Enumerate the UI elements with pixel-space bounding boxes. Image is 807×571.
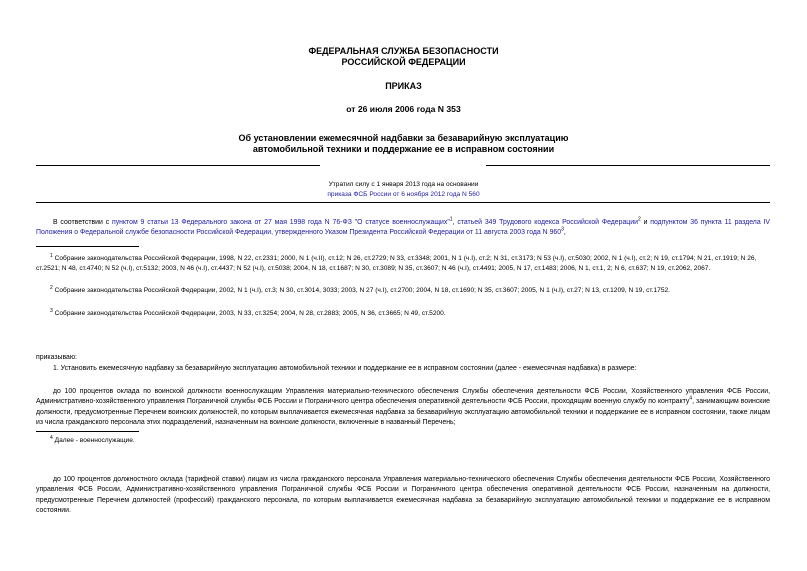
footnote-text-3: Собрание законодательства Российской Федерации, 2003, N 33, ст.3254; 2004, N 28, ст.2883; 2005, N 36, ст.3665; N 49, ст.5200.: [54, 310, 446, 317]
order-command: приказываю:: [36, 354, 77, 361]
preamble-paragraph: В соответствии с пунктом 9 статьи 13 Федерального закона от 27 мая 1998 года N 76-ФЗ "О статусе военнослужащих"$^1$, статьей 349 Трудового кодекса Российской Федерации$^2$ и подпунктом 36 пункта 11 раздела IV Положения о Федеральной службе безопасности Российской Федерации, утвержденного Указом Президента Российской Федерации от 11 августа 2003 года N $960^3$,: [36, 216, 770, 237]
status-divider: [36, 202, 770, 203]
footnote-mark-1: 1: [50, 252, 53, 259]
footnote-mark-4: 4: [50, 434, 53, 441]
footnote-2: [36, 286, 770, 296]
header-divider-right: [486, 165, 770, 166]
footnote-ref-2: 2: [637, 216, 641, 223]
document-title-line1: Об установлении ежемесячной надбавки за безаварийную эксплуатацию: [238, 133, 569, 143]
footnote-1: [36, 254, 770, 274]
order-item-1: 1. Установить ежемесячную надбавку за безаварийную эксплуатацию автомобильной техники и поддержание ее в исправном состоянии (далее - ежемесячная надбавка) в размере:: [53, 365, 637, 372]
footnote-text-4: Далее - военнослужащие.: [54, 437, 135, 444]
repeal-order-link[interactable]: приказа ФСБ России от 6 ноября 2012 года N 560: [327, 191, 480, 198]
footnote-divider-2: [36, 431, 139, 432]
footnote-text-2: Собрание законодательства Российской Федерации, 2002, N 1 (ч.I), ст.3; N 30, ст.3014, 3033; 2003, N 27 (ч.I), ст.2700; 2004, N 18, ст.1690; N 35, ст.3607; 2005, N 1 (ч.I), ст.27; N 13, ст.1209, N 19, ст.1752.: [54, 287, 670, 294]
country-name: РОССИЙСКОЙ ФЕДЕРАЦИИ: [341, 57, 466, 67]
law-76-fz-link[interactable]: пунктом 9 статьи 13 Федерального закона от 27 мая 1998 года N 76-ФЗ "О статусе военнослужащих": [111, 219, 450, 226]
labor-code-link[interactable]: статьей 349 Трудового кодекса Российской Федерации: [457, 219, 638, 226]
footnote-mark-3: 3: [50, 307, 53, 314]
order-paragraph-civilian: до 100 процентов должностного оклада (тарифной ставки) лицам из числа гражданского персонала Управления материально-технического обеспечения Службы обеспечения деятельности ФСБ России, Хозяйственного управления ФСБ России, Административно-хозяйственного управления Пограничной службы ФСБ России и Пограничного центра обеспечения оперативной деятельности ФСБ России, назначенным на должности, предусмотренные Перечнем должностей (профессий) гражданского персонала, по которым выплачивается ежемесячная надбавка за безаварийную эксплуатацию автомобильной техники и поддержание ее в исправном состоянии.: [36, 476, 770, 514]
preamble-intro: В соответствии с: [53, 219, 110, 226]
footnote-3: [36, 309, 770, 319]
footnote-ref-4: 4: [689, 396, 693, 402]
document-date-number: от 26 июля 2006 года N 353: [346, 104, 461, 114]
agency-name: ФЕДЕРАЛЬНАЯ СЛУЖБА БЕЗОПАСНОСТИ: [308, 46, 499, 56]
order-paragraph-military: до 100 процентов оклада по воинской должности военнослужащим Управления материально-технического обеспечения Службы обеспечения деятельности ФСБ России, Хозяйственного управления ФСБ России, Административно-хозяйственного управления Пограничной службы ФСБ России и Пограничного центра обеспечения оперативной деятельности ФСБ России, проходящим военную службу по контракту$^4$, занимающим воинские должности, предусмотренные Перечнем воинских должностей, по которым выплачивается ежемесячная надбавка за безаварийную эксплуатацию автомобильной техники и поддержание ее в исправном состоянии, также лицам из числа гражданского персонала этих подразделений, назначенным на воинские должности, включенные в названный Перечень;: [36, 388, 770, 426]
footnote-text-1: Собрание законодательства Российской Федерации, 1998, N 22, ст.2331; 2000, N 1 (ч.II), ст.12; N 26, ст.2729; N 33, ст.3348; 2001, N 1 (ч.I), ст.2; N 31, ст.3173; N 53 (ч.I), ст.5030; 2002, N 1 (ч.I), ст.2; N 19, ст.1794; N 21, ст.1919; N 26, ст.2521; N 48, ст.4740; N 52 (ч.I), ст.5132; 2003, N 46 (ч.I), ст.4437; N 52 (ч.I), ст.5038; 2004, N 18, ст.1687; N 30, ст.3089; N 35, ст.3607; N 46 (ч.I), ст.4491; 2005, N 17, ст.1483; 2006, N 1, ст.1, 2; N 6, ст.637; N 19, ст.2062, 2067.: [36, 255, 757, 272]
header-divider-left: [36, 165, 320, 166]
document-type: ПРИКАЗ: [385, 81, 422, 91]
footnote-4: [50, 436, 135, 446]
footnote-divider-1: [36, 246, 139, 247]
footnote-mark-2: 2: [50, 284, 53, 291]
fsb-regulation-link[interactable]: подпунктом 36 пункта 11 раздела IV Положения о Федеральной службе безопасности Российской Федерации, утвержденного Указом Президента Российской Федерации от 11 августа 2003 года N 960: [36, 219, 770, 237]
footnote-ref-1: 1: [449, 216, 453, 223]
status-note-link-row: [0, 190, 807, 200]
footnote-ref-3: 3: [561, 227, 564, 233]
status-note: Утратил силу с 1 января 2013 года на основании: [328, 181, 479, 188]
document-title-line2: автомобильной техники и поддержание ее в исправном состоянии: [252, 144, 555, 154]
